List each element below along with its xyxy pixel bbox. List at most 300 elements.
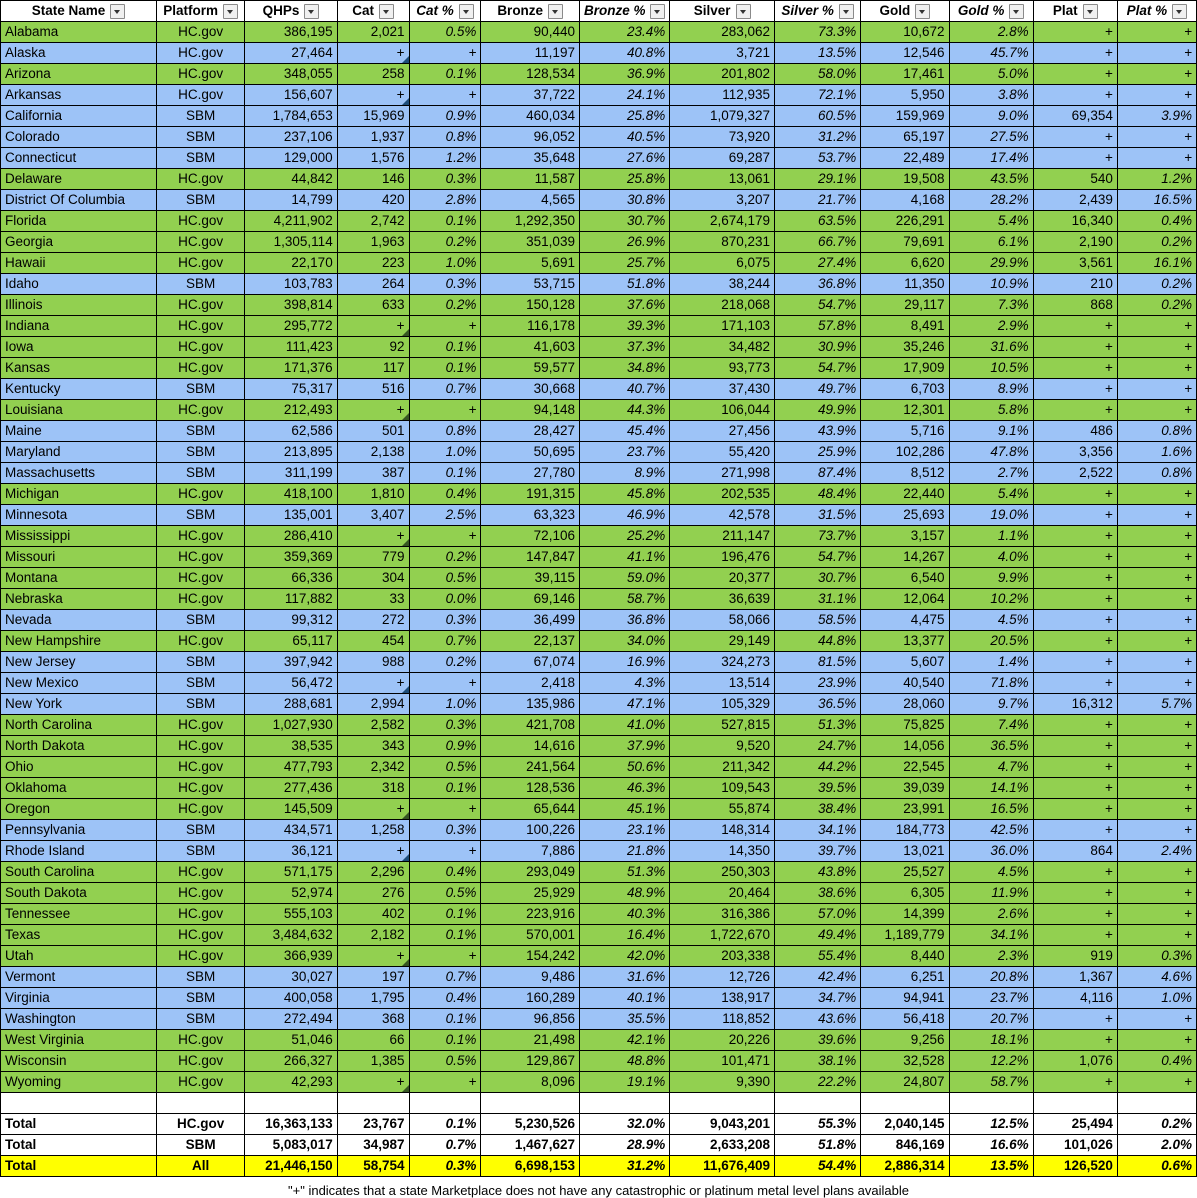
filter-dropdown-icon[interactable] [1009, 4, 1024, 19]
value-bronze: 2,418 [481, 673, 580, 694]
value-gold: 226,291 [861, 211, 949, 232]
value-qhps: 75,317 [245, 379, 337, 400]
value-bronze: 8.9% [579, 463, 669, 484]
column-header-label: Gold % [957, 3, 1005, 18]
value-gold: 6,703 [861, 379, 949, 400]
value-bronze: 37.6% [579, 295, 669, 316]
value-bronze: 14,616 [481, 736, 580, 757]
value-bronze: 44.3% [579, 400, 669, 421]
value-bronze: 25.8% [579, 106, 669, 127]
platform: HC.gov [157, 757, 245, 778]
value-bronze: 42.0% [579, 946, 669, 967]
value-silver: 250,303 [670, 862, 775, 883]
value-cat: + [409, 799, 481, 820]
value-silver: 527,815 [670, 715, 775, 736]
value-qhps: 286,410 [245, 526, 337, 547]
value-cat: 0.3% [409, 610, 481, 631]
state-name: Rhode Island [1, 841, 157, 862]
value-plat: + [1117, 316, 1196, 337]
value-cat: + [337, 43, 409, 64]
value-gold: 3,157 [861, 526, 949, 547]
value-bronze: 25,929 [481, 883, 580, 904]
value-cat: 0.1% [409, 1114, 481, 1135]
value-gold: 6,305 [861, 883, 949, 904]
filter-dropdown-icon[interactable] [379, 4, 394, 19]
value-bronze: 5,230,526 [481, 1114, 580, 1135]
column-header-gold [861, 1, 949, 22]
value-cat: 1.0% [409, 253, 481, 274]
platform: SBM [157, 127, 245, 148]
state-name: Washington [1, 1009, 157, 1030]
platform: SBM [157, 820, 245, 841]
value-gold: 17.4% [949, 148, 1033, 169]
value-plat: + [1033, 820, 1117, 841]
value-bronze: 37.9% [579, 736, 669, 757]
value-cat: 633 [337, 295, 409, 316]
value-gold: 36.0% [949, 841, 1033, 862]
value-qhps: 22,170 [245, 253, 337, 274]
value-silver: 201,802 [670, 64, 775, 85]
platform: HC.gov [157, 862, 245, 883]
value-silver: 109,543 [670, 778, 775, 799]
value-silver: 218,068 [670, 295, 775, 316]
value-plat: + [1117, 631, 1196, 652]
table-footnote: "+" indicates that a state Marketplace does not have any catastrophic or platinum metal level plans available [288, 1183, 909, 1198]
value-cat: 2,582 [337, 715, 409, 736]
value-cat: 402 [337, 904, 409, 925]
value-gold: 71.8% [949, 673, 1033, 694]
value-plat: + [1117, 673, 1196, 694]
platform: HC.gov [157, 568, 245, 589]
value-cat: 2,742 [337, 211, 409, 232]
value-gold: 9.7% [949, 694, 1033, 715]
value-qhps: 42,293 [245, 1072, 337, 1093]
value-bronze: 23.4% [579, 22, 669, 43]
value-bronze: 40.7% [579, 379, 669, 400]
platform: SBM [157, 652, 245, 673]
value-bronze: 19.1% [579, 1072, 669, 1093]
platform: HC.gov [157, 484, 245, 505]
state-name: Montana [1, 568, 157, 589]
platform: HC.gov [157, 316, 245, 337]
table-row [1, 379, 1197, 400]
value-bronze: 96,052 [481, 127, 580, 148]
value-gold: 2.7% [949, 463, 1033, 484]
state-name: Alaska [1, 43, 157, 64]
value-qhps: 171,376 [245, 358, 337, 379]
value-silver: 58.5% [775, 610, 861, 631]
value-silver: 202,535 [670, 484, 775, 505]
value-gold: 56,418 [861, 1009, 949, 1030]
value-qhps: 62,586 [245, 421, 337, 442]
value-silver: 105,329 [670, 694, 775, 715]
state-name: Tennessee [1, 904, 157, 925]
value-cat: 0.5% [409, 1051, 481, 1072]
value-plat: 1.2% [1117, 169, 1196, 190]
value-gold: 846,169 [861, 1135, 949, 1156]
value-gold: 17,909 [861, 358, 949, 379]
state-name: Georgia [1, 232, 157, 253]
value-plat: + [1117, 400, 1196, 421]
value-silver: 30.7% [775, 568, 861, 589]
value-plat: + [1033, 904, 1117, 925]
total-row [1, 1156, 1197, 1177]
value-cat: 0.1% [409, 778, 481, 799]
value-qhps: 359,369 [245, 547, 337, 568]
value-silver: 57.8% [775, 316, 861, 337]
value-cat: 0.9% [409, 106, 481, 127]
state-name: Arkansas [1, 85, 157, 106]
state-name: New York [1, 694, 157, 715]
value-gold: 14,399 [861, 904, 949, 925]
state-name: Massachusetts [1, 463, 157, 484]
filter-dropdown-icon[interactable] [839, 4, 854, 19]
value-gold: 36.5% [949, 736, 1033, 757]
value-qhps: 156,607 [245, 85, 337, 106]
value-qhps: 434,571 [245, 820, 337, 841]
value-silver: 73.3% [775, 22, 861, 43]
value-silver: 112,935 [670, 85, 775, 106]
value-gold: 5.8% [949, 400, 1033, 421]
platform: HC.gov [157, 589, 245, 610]
column-header-label: QHPs [262, 3, 300, 18]
value-plat: + [1117, 43, 1196, 64]
value-silver: 30.9% [775, 337, 861, 358]
value-silver: 203,338 [670, 946, 775, 967]
value-gold: 18.1% [949, 1030, 1033, 1051]
value-silver: 42,578 [670, 505, 775, 526]
column-header-state-name [1, 1, 157, 22]
value-bronze: 100,226 [481, 820, 580, 841]
value-bronze: 72,106 [481, 526, 580, 547]
value-gold: 8,491 [861, 316, 949, 337]
value-plat: 919 [1033, 946, 1117, 967]
state-name: North Dakota [1, 736, 157, 757]
platform: HC.gov [157, 295, 245, 316]
value-bronze: 21,498 [481, 1030, 580, 1051]
column-header-cat [409, 1, 481, 22]
column-header-label: Bronze % [583, 3, 646, 18]
value-bronze: 96,856 [481, 1009, 580, 1030]
value-gold: 5.4% [949, 484, 1033, 505]
value-plat: + [1117, 589, 1196, 610]
value-bronze: 30.8% [579, 190, 669, 211]
value-plat: 540 [1033, 169, 1117, 190]
value-gold: 11.9% [949, 883, 1033, 904]
value-gold: 12,546 [861, 43, 949, 64]
value-bronze: 31.2% [579, 1156, 669, 1177]
value-gold: 34.1% [949, 925, 1033, 946]
value-plat: + [1117, 799, 1196, 820]
value-gold: 4.5% [949, 610, 1033, 631]
value-bronze: 45.4% [579, 421, 669, 442]
state-name: New Hampshire [1, 631, 157, 652]
value-silver: 55.4% [775, 946, 861, 967]
platform: HC.gov [157, 232, 245, 253]
value-plat: + [1117, 505, 1196, 526]
table-row [1, 421, 1197, 442]
value-silver: 57.0% [775, 904, 861, 925]
value-plat: + [1033, 64, 1117, 85]
value-qhps: 1,027,930 [245, 715, 337, 736]
value-bronze: 154,242 [481, 946, 580, 967]
value-cat: 0.7% [409, 379, 481, 400]
value-plat: 101,026 [1033, 1135, 1117, 1156]
value-cat: 318 [337, 778, 409, 799]
value-gold: 12.2% [949, 1051, 1033, 1072]
state-name: Colorado [1, 127, 157, 148]
value-silver: 29.1% [775, 169, 861, 190]
value-cat: 387 [337, 463, 409, 484]
value-silver: 73.7% [775, 526, 861, 547]
value-qhps: 145,509 [245, 799, 337, 820]
value-plat: + [1033, 526, 1117, 547]
filter-dropdown-icon[interactable] [110, 4, 125, 19]
value-cat: + [337, 85, 409, 106]
value-gold: 58.7% [949, 1072, 1033, 1093]
value-bronze: 421,708 [481, 715, 580, 736]
value-silver: 118,852 [670, 1009, 775, 1030]
value-qhps: 21,446,150 [245, 1156, 337, 1177]
value-cat: 779 [337, 547, 409, 568]
table-row [1, 841, 1197, 862]
platform: SBM [157, 379, 245, 400]
platform: All [157, 1156, 245, 1177]
value-cat: + [409, 85, 481, 106]
value-bronze: 48.8% [579, 1051, 669, 1072]
filter-dropdown-icon[interactable] [1083, 4, 1098, 19]
value-bronze: 63,323 [481, 505, 580, 526]
value-cat: 23,767 [337, 1114, 409, 1135]
value-silver: 93,773 [670, 358, 775, 379]
filter-dropdown-icon[interactable] [459, 4, 474, 19]
state-name: Pennsylvania [1, 820, 157, 841]
value-plat: + [1033, 736, 1117, 757]
filter-dropdown-icon[interactable] [915, 4, 930, 19]
table-row [1, 715, 1197, 736]
value-gold: 6,540 [861, 568, 949, 589]
value-bronze: 160,289 [481, 988, 580, 1009]
value-cat: + [409, 946, 481, 967]
value-bronze: 35,648 [481, 148, 580, 169]
value-silver: 9,520 [670, 736, 775, 757]
value-silver: 14,350 [670, 841, 775, 862]
value-gold: 9.9% [949, 568, 1033, 589]
value-qhps: 266,327 [245, 1051, 337, 1072]
filter-dropdown-icon[interactable] [650, 4, 665, 19]
value-bronze: 223,916 [481, 904, 580, 925]
value-gold: 28,060 [861, 694, 949, 715]
value-cat: + [409, 673, 481, 694]
value-silver: 49.7% [775, 379, 861, 400]
value-plat: + [1033, 547, 1117, 568]
value-qhps: 386,195 [245, 22, 337, 43]
value-bronze: 59.0% [579, 568, 669, 589]
value-gold: 14,056 [861, 736, 949, 757]
value-plat: + [1117, 757, 1196, 778]
value-cat: 2,182 [337, 925, 409, 946]
state-name: Vermont [1, 967, 157, 988]
table-row [1, 169, 1197, 190]
value-gold: 5,950 [861, 85, 949, 106]
value-silver: 38,244 [670, 274, 775, 295]
value-gold: 3.8% [949, 85, 1033, 106]
table-row [1, 778, 1197, 799]
value-gold: 22,489 [861, 148, 949, 169]
table-row [1, 526, 1197, 547]
table-row [1, 946, 1197, 967]
state-name: Ohio [1, 757, 157, 778]
value-plat: 0.3% [1117, 946, 1196, 967]
platform: SBM [157, 505, 245, 526]
value-gold: 5,716 [861, 421, 949, 442]
value-cat: + [337, 1072, 409, 1093]
value-plat: + [1033, 337, 1117, 358]
value-gold: 6,620 [861, 253, 949, 274]
value-silver: 3,721 [670, 43, 775, 64]
state-name: Nevada [1, 610, 157, 631]
table-row [1, 22, 1197, 43]
value-qhps: 400,058 [245, 988, 337, 1009]
value-gold: 102,286 [861, 442, 949, 463]
value-gold: 5,607 [861, 652, 949, 673]
column-header-label: State Name [31, 3, 106, 18]
filter-dropdown-icon[interactable] [548, 4, 563, 19]
table-body [1, 22, 1197, 1177]
platform: HC.gov [157, 1030, 245, 1051]
value-cat: 0.3% [409, 1156, 481, 1177]
value-plat: + [1033, 778, 1117, 799]
value-gold: 12,301 [861, 400, 949, 421]
value-bronze: 116,178 [481, 316, 580, 337]
value-bronze: 22,137 [481, 631, 580, 652]
value-gold: 1,189,779 [861, 925, 949, 946]
value-plat: + [1117, 715, 1196, 736]
value-cat: 0.1% [409, 904, 481, 925]
value-silver: 2,674,179 [670, 211, 775, 232]
value-cat: 0.5% [409, 883, 481, 904]
table-row [1, 904, 1197, 925]
value-cat: 276 [337, 883, 409, 904]
value-gold: 24,807 [861, 1072, 949, 1093]
value-gold: 6.1% [949, 232, 1033, 253]
value-qhps: 4,211,902 [245, 211, 337, 232]
value-bronze: 25.7% [579, 253, 669, 274]
value-silver: 43.8% [775, 862, 861, 883]
value-gold: 159,969 [861, 106, 949, 127]
value-bronze: 28,427 [481, 421, 580, 442]
table-row [1, 148, 1197, 169]
value-qhps: 295,772 [245, 316, 337, 337]
value-cat: 66 [337, 1030, 409, 1051]
value-bronze: 570,001 [481, 925, 580, 946]
value-plat: + [1033, 1072, 1117, 1093]
value-plat: 0.4% [1117, 1051, 1196, 1072]
value-plat: 3.9% [1117, 106, 1196, 127]
value-cat: 2,138 [337, 442, 409, 463]
table-row [1, 1030, 1197, 1051]
value-plat: + [1117, 568, 1196, 589]
value-silver: 316,386 [670, 904, 775, 925]
value-gold: 1.4% [949, 652, 1033, 673]
value-silver: 6,075 [670, 253, 775, 274]
value-silver: 9,390 [670, 1072, 775, 1093]
value-cat: 0.2% [409, 547, 481, 568]
value-gold: 11,350 [861, 274, 949, 295]
value-qhps: 477,793 [245, 757, 337, 778]
value-cat: 0.3% [409, 715, 481, 736]
value-silver: 101,471 [670, 1051, 775, 1072]
table-row [1, 442, 1197, 463]
value-silver: 29,149 [670, 631, 775, 652]
value-silver: 38.1% [775, 1051, 861, 1072]
value-cat: 15,969 [337, 106, 409, 127]
spacer-cell [337, 1093, 409, 1114]
value-cat: 2.8% [409, 190, 481, 211]
value-bronze: 48.9% [579, 883, 669, 904]
state-name: Michigan [1, 484, 157, 505]
value-bronze: 7,886 [481, 841, 580, 862]
value-plat: + [1117, 820, 1196, 841]
value-bronze: 21.8% [579, 841, 669, 862]
value-cat: + [409, 400, 481, 421]
value-gold: 65,197 [861, 127, 949, 148]
value-bronze: 27,780 [481, 463, 580, 484]
value-cat: 2,994 [337, 694, 409, 715]
value-plat: + [1033, 757, 1117, 778]
value-qhps: 51,046 [245, 1030, 337, 1051]
value-plat: 4.6% [1117, 967, 1196, 988]
value-bronze: 1,467,627 [481, 1135, 580, 1156]
value-cat: + [337, 526, 409, 547]
value-qhps: 16,363,133 [245, 1114, 337, 1135]
value-plat: + [1117, 85, 1196, 106]
value-cat: 2,296 [337, 862, 409, 883]
value-bronze: 25.8% [579, 169, 669, 190]
value-plat: + [1033, 652, 1117, 673]
platform: HC.gov [157, 43, 245, 64]
filter-dropdown-icon[interactable] [304, 4, 319, 19]
filter-dropdown-icon[interactable] [736, 4, 751, 19]
value-bronze: 11,587 [481, 169, 580, 190]
value-silver: 31.5% [775, 505, 861, 526]
value-silver: 54.7% [775, 295, 861, 316]
value-plat: 486 [1033, 421, 1117, 442]
column-header-silver [775, 1, 861, 22]
value-bronze: 30,668 [481, 379, 580, 400]
value-plat: 0.2% [1117, 274, 1196, 295]
filter-dropdown-icon[interactable] [223, 4, 238, 19]
value-bronze: 30.7% [579, 211, 669, 232]
state-name: Arizona [1, 64, 157, 85]
total-label: Total [1, 1156, 157, 1177]
value-silver: 138,917 [670, 988, 775, 1009]
spacer-cell [861, 1093, 949, 1114]
value-plat: + [1033, 148, 1117, 169]
table-row [1, 43, 1197, 64]
value-qhps: 277,436 [245, 778, 337, 799]
filter-dropdown-icon[interactable] [1172, 4, 1187, 19]
value-gold: 23.7% [949, 988, 1033, 1009]
platform: HC.gov [157, 211, 245, 232]
value-gold: 23,991 [861, 799, 949, 820]
value-plat: + [1033, 484, 1117, 505]
value-bronze: 36.9% [579, 64, 669, 85]
value-cat: 988 [337, 652, 409, 673]
value-bronze: 40.5% [579, 127, 669, 148]
table-header [1, 1, 1197, 22]
table-row [1, 1072, 1197, 1093]
